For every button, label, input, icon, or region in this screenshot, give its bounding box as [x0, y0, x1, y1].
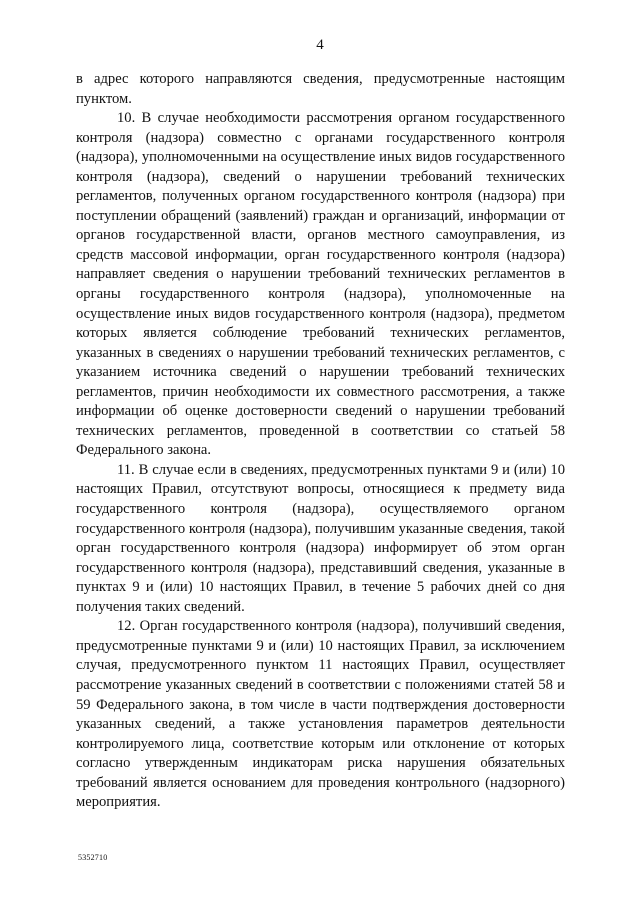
document-body	[76, 70, 565, 813]
page-number: 4	[316, 37, 324, 53]
paragraph-12: 12. Орган государственного контроля (надзора), получивший сведения, предусмотренные пунктами 9 и (или) 10 настоящих Правил, за исключением случая, предусмотренного пунктом 11 настоящих Правил, осуществляет рассмотрение указанных сведений в соответствии с положениями статей 58 и 59 Федерального закона, в том числе в части подтверждения достоверности указанных сведений, а также установления параметров деятельности контролируемого лица, соответствие которым или отклонение от которых согласно утвержденным индикаторам риска нарушения обязательных требований является основанием для проведения контрольного (надзорного) мероприятия.	[76, 618, 565, 811]
paragraph-continuation: в адрес которого направляются сведения, предусмотренные настоящим пунктом.	[76, 71, 565, 107]
paragraph-10: 10. В случае необходимости рассмотрения органом государственного контроля (надзора) совместно с органами государственного контроля (надзора), уполномоченными на осуществление иных видов государственного контроля (надзора), сведений о нарушении требований технических регламентов, полученных органом государственного контроля (надзора) при поступлении обращений (заявлений) граждан и организаций, информации от органов государственной власти, органов местного самоуправления, из средств массовой информации, орган государственного контроля (надзора) направляет сведения о нарушении требований технических регламентов в органы государственного контроля (надзора), уполномоченные на осуществление иных видов государственного контроля (надзора), предметом которых является соблюдение требований технических регламентов, указанных в сведениях о нарушении требований технических регламентов, с указанием источника сведений о нарушении требований технических регламентов, причин необходимости их совместного рассмотрения, а также информации об оценке достоверности сведений о нарушении требований технических регламентов, проведенной в соответствии со статьей 58 Федерального закона.	[76, 110, 565, 459]
paragraph-11: 11. В случае если в сведениях, предусмотренных пунктами 9 и (или) 10 настоящих Правил, отсутствуют вопросы, относящиеся к предмету вида государственного контроля (надзора), осуществляемого органом государственного контроля (надзора), получившим указанные сведения, такой орган государственного контроля (надзора) информирует об этом орган государственного контроля (надзора), представивший сведения, указанные в пунктах 9 и (или) 10 настоящих Правил, в течение 5 рабочих дней со дня получения таких сведений.	[76, 461, 565, 615]
document-code: 5352710	[78, 853, 108, 862]
